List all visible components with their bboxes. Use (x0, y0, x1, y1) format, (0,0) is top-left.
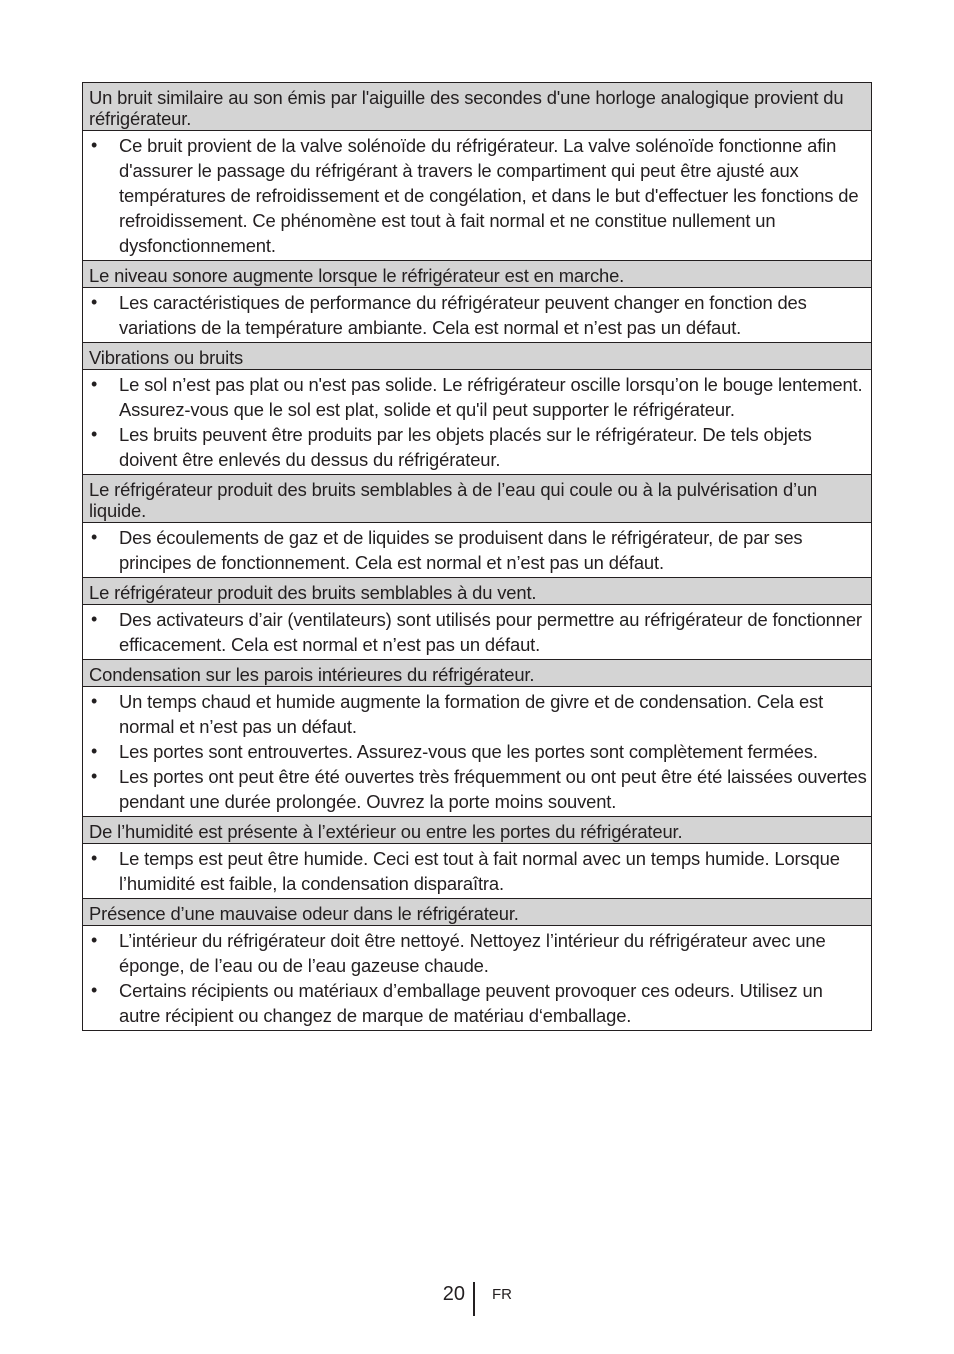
item-text: Le sol n’est pas plat ou n'est pas solide. Le réfrigérateur oscille lorsqu’on le bouge lentement. Assurez-vous que le sol est plat, solide et qu'il peut supporter le réfrigérateur. (119, 374, 863, 420)
bullet-icon: • (91, 741, 98, 761)
section-heading: Le réfrigérateur produit des bruits semblables à de l’eau qui coule ou à la pulvérisation d’un liquide. (83, 475, 871, 523)
section-heading: Présence d’une mauvaise odeur dans le réfrigérateur. (83, 899, 871, 926)
item-text: Les portes sont entrouvertes. Assurez-vous que les portes sont complètement fermées. (119, 741, 818, 762)
item-text: Ce bruit provient de la valve solénoïde du réfrigérateur. La valve solénoïde fonctionne afin d'assurer le passage du réfrigérant à travers le compartiment qui peut être ajusté aux températures de refroidissement et de congélation, et dans le but d'effectuer les fonctions de refroidissement. Ce phénomène est tout à fait normal et ne constitue nullement un dysfonctionnement. (119, 135, 859, 256)
list-item (89, 607, 867, 657)
item-text: Les portes ont peut être été ouvertes très fréquemment ou ont peut être été laissées ouvertes pendant une durée prolongée. Ouvrez la porte moins souvent. (119, 766, 867, 812)
page-footer (0, 1282, 954, 1316)
bullet-icon: • (91, 609, 98, 629)
section-body (83, 523, 871, 578)
bullet-icon: • (91, 424, 98, 444)
section-heading: Le niveau sonore augmente lorsque le réfrigérateur est en marche. (83, 261, 871, 288)
page-number: 20 (442, 1283, 465, 1305)
bullet-icon: • (91, 292, 98, 312)
item-text: Des écoulements de gaz et de liquides se produisent dans le réfrigérateur, de par ses principes de fonctionnement. Cela est normal et n’est pas un défaut. (119, 527, 803, 573)
bullet-icon: • (91, 374, 98, 394)
list-item (89, 928, 867, 978)
item-text: Les bruits peuvent être produits par les objets placés sur le réfrigérateur. De tels objets doivent être enlevés du dessus du réfrigérateur. (119, 424, 812, 470)
list-item (89, 290, 867, 340)
language-code: FR (492, 1286, 512, 1303)
section-body (83, 288, 871, 343)
bullet-icon: • (91, 135, 98, 155)
list-item (89, 133, 867, 258)
section-heading: Le réfrigérateur produit des bruits semblables à du vent. (83, 578, 871, 605)
bullet-icon: • (91, 766, 98, 786)
section-body (83, 926, 871, 1030)
section-heading: De l’humidité est présente à l’extérieur ou entre les portes du réfrigérateur. (83, 817, 871, 844)
bullet-icon: • (91, 930, 98, 950)
bullet-icon: • (91, 691, 98, 711)
troubleshooting-table (82, 82, 872, 1031)
list-item (89, 525, 867, 575)
item-text: Le temps est peut être humide. Ceci est tout à fait normal avec un temps humide. Lorsque l’humidité est faible, la condensation disparaîtra. (119, 848, 840, 894)
list-item (89, 689, 867, 739)
section-body (83, 370, 871, 475)
section-body (83, 844, 871, 899)
section-body (83, 687, 871, 817)
section-heading: Vibrations ou bruits (83, 343, 871, 370)
item-text: Certains récipients ou matériaux d’emballage peuvent provoquer ces odeurs. Utilisez un autre récipient ou changez de marque de matériau d‘emballage. (119, 980, 823, 1026)
item-text: Des activateurs d’air (ventilateurs) sont utilisés pour permettre au réfrigérateur de fonctionner efficacement. Cela est normal et n’est pas un défaut. (119, 609, 862, 655)
item-text: Un temps chaud et humide augmente la formation de givre et de condensation. Cela est normal et n’est pas un défaut. (119, 691, 824, 737)
list-item (89, 846, 867, 896)
list-item (89, 372, 867, 422)
footer-divider (473, 1282, 475, 1316)
list-item (89, 764, 867, 814)
list-item (89, 422, 867, 472)
bullet-icon: • (91, 980, 98, 1000)
list-item (89, 739, 867, 764)
bullet-icon: • (91, 848, 98, 868)
list-item (89, 978, 867, 1028)
item-text: L’intérieur du réfrigérateur doit être nettoyé. Nettoyez l’intérieur du réfrigérateur avec une éponge, de l’eau ou de l’eau gazeuse chaude. (119, 930, 826, 976)
item-text: Les caractéristiques de performance du réfrigérateur peuvent changer en fonction des variations de la température ambiante. Cela est normal et n’est pas un défaut. (119, 292, 807, 338)
section-body (83, 131, 871, 261)
section-heading: Un bruit similaire au son émis par l'aiguille des secondes d'une horloge analogique provient du réfrigérateur. (83, 83, 871, 131)
bullet-icon: • (91, 527, 98, 547)
section-heading: Condensation sur les parois intérieures du réfrigérateur. (83, 660, 871, 687)
section-body (83, 605, 871, 660)
